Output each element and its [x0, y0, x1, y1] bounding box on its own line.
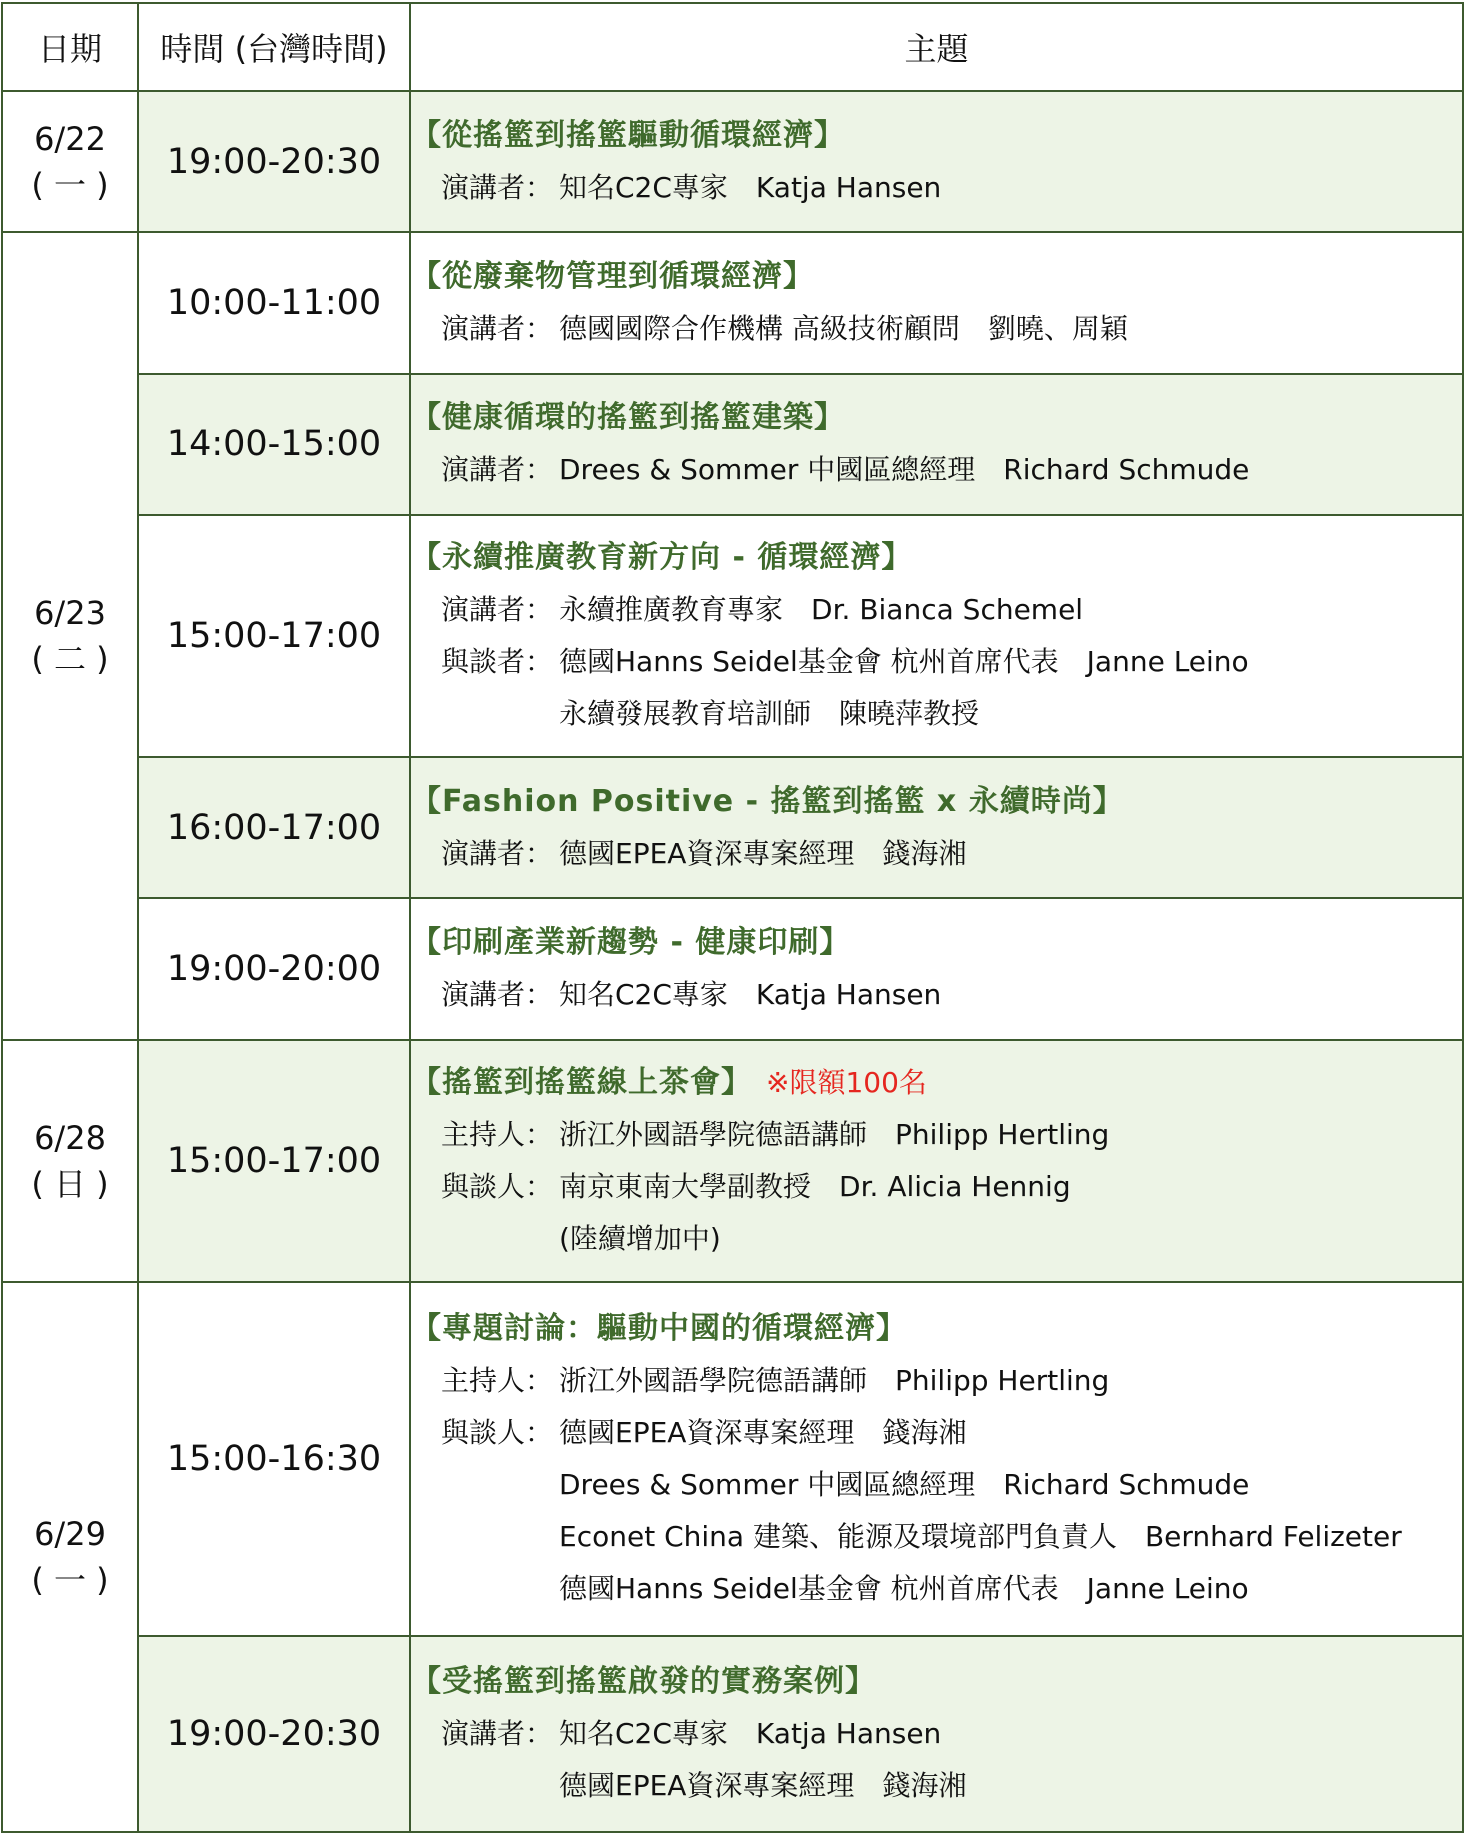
- speaker-line: [411, 303, 1462, 355]
- topic-cell: [410, 898, 1463, 1039]
- speaker-line: [411, 1161, 1462, 1213]
- speaker-name: 錢海湘: [882, 1415, 967, 1449]
- speaker-info: [559, 1355, 1109, 1407]
- speaker-info: [559, 1213, 721, 1265]
- speaker-name: Katja Hansen: [755, 1716, 942, 1750]
- speaker-info: [559, 636, 1249, 688]
- header-date: 日期: [2, 3, 138, 91]
- topic-cell: [410, 1282, 1463, 1636]
- weekday-text: ( 一 ): [31, 165, 109, 204]
- time-cell: 19:00-20:00: [138, 898, 410, 1039]
- session-title: [411, 1303, 1462, 1355]
- speaker-line: [411, 1407, 1462, 1459]
- session-title: [411, 1057, 1462, 1109]
- session-title-text: 【印刷產業新趨勢 - 健康印刷】: [411, 925, 851, 961]
- speaker-name: Janne Leino: [1086, 644, 1249, 678]
- speaker-role: 與談人：: [441, 1169, 554, 1203]
- weekday-text: ( 一 ): [31, 1561, 109, 1599]
- speaker-name: Katja Hansen: [755, 978, 942, 1012]
- speaker-info: [559, 1760, 966, 1812]
- session-title: [411, 110, 1462, 162]
- speaker-org: Econet China 建築、能源及環境部門負責人: [559, 1519, 1117, 1553]
- header-row: [2, 3, 1463, 91]
- time-cell: 19:00-20:30: [138, 91, 410, 232]
- speaker-role: 演講者：: [441, 170, 554, 204]
- speaker-role: 演講者：: [441, 836, 554, 870]
- speaker-line: [411, 1708, 1462, 1760]
- speaker-name: Philipp Hertling: [895, 1363, 1110, 1397]
- session-title-text: 【永續推廣教育新方向 - 循環經濟】: [411, 539, 913, 575]
- speaker-line: [411, 1511, 1462, 1563]
- speaker-org: 德國EPEA資深專案經理: [559, 836, 855, 870]
- time-cell: 10:00-11:00: [138, 232, 410, 373]
- speaker-line: [411, 1563, 1462, 1615]
- speaker-line: [411, 162, 1462, 214]
- speaker-org: 知名C2C專家: [559, 170, 728, 204]
- time-cell: 16:00-17:00: [138, 757, 410, 898]
- session-row: [2, 374, 1463, 515]
- session-title: [411, 532, 1462, 584]
- speaker-org: 德國Hanns Seidel基金會 杭州首席代表: [559, 1571, 1059, 1605]
- speaker-line: [411, 1109, 1462, 1161]
- speaker-info: [559, 969, 941, 1021]
- speaker-name: 陳曉萍教授: [839, 696, 980, 730]
- speaker-info: [559, 1511, 1402, 1563]
- date-text: 6/28: [34, 1118, 106, 1157]
- speaker-info: [559, 162, 941, 214]
- speaker-line: [411, 1213, 1462, 1265]
- speaker-role: 主持人：: [441, 1363, 554, 1397]
- speaker-name: 錢海湘: [882, 1768, 967, 1802]
- speaker-info: [559, 1708, 941, 1760]
- speaker-line: [411, 1459, 1462, 1511]
- speaker-info: [559, 303, 1128, 355]
- speaker-name: Philipp Hertling: [895, 1117, 1110, 1151]
- speaker-name: Dr. Bianca Schemel: [811, 592, 1084, 626]
- speaker-org: (陸續增加中): [559, 1221, 721, 1255]
- speaker-name: 錢海湘: [882, 836, 967, 870]
- time-cell: 15:00-17:00: [138, 515, 410, 757]
- topic-cell: [410, 1040, 1463, 1282]
- speaker-name: Janne Leino: [1086, 1571, 1249, 1605]
- speaker-info: [559, 1161, 1071, 1213]
- speaker-org: 知名C2C專家: [559, 978, 728, 1012]
- speaker-role: 演講者：: [441, 311, 554, 345]
- time-cell: 14:00-15:00: [138, 374, 410, 515]
- speaker-info: [559, 1109, 1109, 1161]
- topic-cell: [410, 374, 1463, 515]
- speaker-line: [411, 688, 1462, 740]
- capacity-note: ※限額100名: [766, 1065, 927, 1099]
- date-text: 6/23: [34, 593, 106, 632]
- speaker-line: [411, 969, 1462, 1021]
- speaker-line: [411, 636, 1462, 688]
- speaker-org: Drees & Sommer 中國區總經理: [559, 1467, 976, 1501]
- speaker-role: 演講者：: [441, 592, 554, 626]
- session-row: [2, 232, 1463, 373]
- date-cell: [2, 1282, 138, 1832]
- session-title-text: 【搖籃到搖籃線上茶會】: [411, 1064, 752, 1100]
- speaker-info: [559, 444, 1249, 496]
- speaker-org: Drees & Sommer 中國區總經理: [559, 453, 976, 487]
- speaker-org: 浙江外國語學院德語講師: [559, 1117, 868, 1151]
- speaker-line: [411, 828, 1462, 880]
- speaker-org: 永續推廣教育專家: [559, 592, 784, 626]
- speaker-info: [559, 828, 966, 880]
- session-row: [2, 757, 1463, 898]
- session-row: [2, 1282, 1463, 1636]
- speaker-line: [411, 584, 1462, 636]
- speaker-name: Katja Hansen: [755, 170, 942, 204]
- speaker-info: [559, 584, 1083, 636]
- schedule-table: [1, 2, 1464, 1833]
- session-row: [2, 1636, 1463, 1832]
- header-topic: 主題: [410, 3, 1463, 91]
- date-cell: [2, 91, 138, 232]
- speaker-role: 與談人：: [441, 1415, 554, 1449]
- speaker-org: 德國Hanns Seidel基金會 杭州首席代表: [559, 644, 1059, 678]
- speaker-role: 演講者：: [441, 1716, 554, 1750]
- session-title: [411, 392, 1462, 444]
- speaker-org: 德國EPEA資深專案經理: [559, 1415, 855, 1449]
- session-title-text: 【健康循環的搖籃到搖籃建築】: [411, 400, 845, 436]
- session-row: [2, 898, 1463, 1039]
- topic-cell: [410, 757, 1463, 898]
- session-title-text: 【從搖籃到搖籃驅動循環經濟】: [411, 117, 845, 153]
- date-text: 6/22: [34, 119, 106, 158]
- speaker-name: Richard Schmude: [1003, 453, 1250, 487]
- speaker-info: [559, 1459, 1249, 1511]
- time-cell: 19:00-20:30: [138, 1636, 410, 1832]
- speaker-line: [411, 1355, 1462, 1407]
- session-row: [2, 91, 1463, 232]
- speaker-role: 與談者：: [441, 644, 554, 678]
- speaker-line: [411, 444, 1462, 496]
- speaker-info: [559, 1407, 966, 1459]
- speaker-info: [559, 1563, 1249, 1615]
- session-row: [2, 1040, 1463, 1282]
- speaker-name: 劉曉、周穎: [987, 311, 1128, 345]
- header-time: 時間 (台灣時間): [138, 3, 410, 91]
- speaker-org: 德國國際合作機構 高級技術顧問: [559, 311, 960, 345]
- session-title-text: 【從廢棄物管理到循環經濟】: [411, 258, 814, 294]
- speaker-role: 演講者：: [441, 453, 554, 487]
- weekday-text: ( 日 ): [31, 1164, 109, 1203]
- topic-cell: [410, 1636, 1463, 1832]
- speaker-org: 永續發展教育培訓師: [559, 696, 812, 730]
- speaker-org: 南京東南大學副教授: [559, 1169, 812, 1203]
- time-cell: 15:00-16:30: [138, 1282, 410, 1636]
- session-title: [411, 776, 1462, 828]
- speaker-name: Richard Schmude: [1003, 1467, 1250, 1501]
- time-cell: 15:00-17:00: [138, 1040, 410, 1282]
- topic-cell: [410, 515, 1463, 757]
- session-title: [411, 251, 1462, 303]
- speaker-name: Bernhard Felizeter: [1144, 1519, 1402, 1553]
- date-cell: [2, 1040, 138, 1282]
- session-title-text: 【受搖籃到搖籃啟發的實務案例】: [411, 1663, 876, 1699]
- session-title-text: 【專題討論：驅動中國的循環經濟】: [411, 1310, 907, 1346]
- speaker-role: 演講者：: [441, 978, 554, 1012]
- weekday-text: ( 二 ): [31, 639, 109, 678]
- date-text: 6/29: [34, 1515, 106, 1553]
- speaker-org: 德國EPEA資深專案經理: [559, 1768, 855, 1802]
- speaker-org: 知名C2C專家: [559, 1716, 728, 1750]
- topic-cell: [410, 91, 1463, 232]
- speaker-name: Dr. Alicia Hennig: [839, 1169, 1071, 1203]
- session-title: [411, 917, 1462, 969]
- session-row: [2, 515, 1463, 757]
- speaker-line: [411, 1760, 1462, 1812]
- speaker-org: 浙江外國語學院德語講師: [559, 1363, 868, 1397]
- speaker-role: 主持人：: [441, 1117, 554, 1151]
- session-title-text: 【Fashion Positive - 搖籃到搖籃 x 永續時尚】: [411, 783, 1124, 819]
- speaker-info: [559, 688, 979, 740]
- session-title: [411, 1656, 1462, 1708]
- topic-cell: [410, 232, 1463, 373]
- date-cell: [2, 232, 138, 1039]
